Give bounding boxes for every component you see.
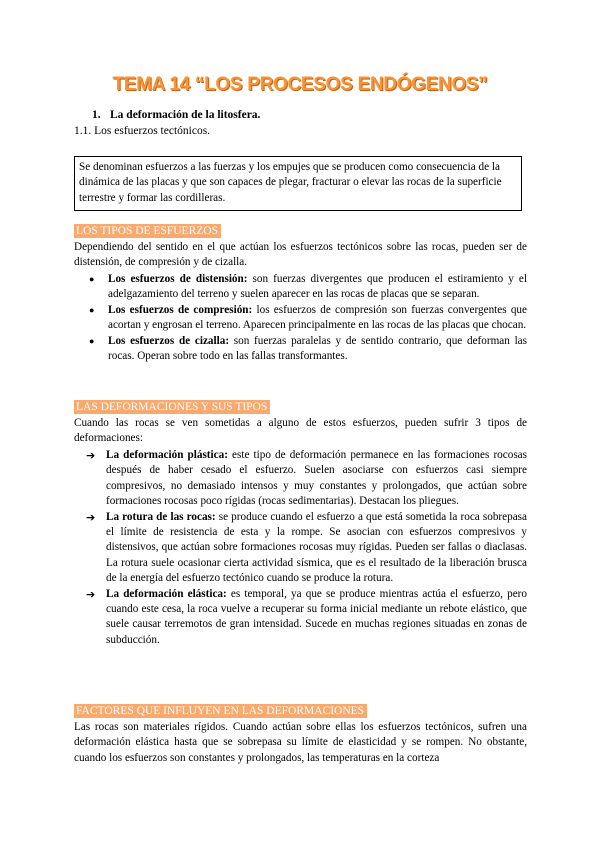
list-item [86, 448, 527, 510]
document-title: TEMA 14 “LOS PROCESOS ENDÓGENOS” [112, 74, 488, 95]
item-term: Los esfuerzos de cizalla: [108, 334, 230, 347]
list-item [86, 510, 527, 587]
bullet-icon: ● [89, 304, 95, 315]
bullet-icon: ● [89, 274, 95, 284]
definition-box: Se denominan esfuerzos a las fuerzas y los empujes que se producen como consecuencia de la dinámica de las placas y que son capaces de plegar, fracturar o elevar las rocas de la superficie terrestre y formar las cordilleras. [74, 156, 522, 211]
item-term: Los esfuerzos de distensión: [108, 273, 248, 285]
item-text: se produce cuando el esfuerzo a que está sometida la roca sobrepasa el límite de resistencia de esta y la rompe. Se asocian con esfuerzos compresivos y distensivos, que actúan sobre formaciones rocosas muy rígidas. Pueden ser fallas o diaclasas. La rotura suele ocasionar cierta actividad sísmica, que es el resultado de la liberación brusca de la energía del esfuerzo tectónico cuando se produce la rotura. [106, 510, 527, 585]
section-heading-deformation-factors: FACTORES QUE INFLUYEN EN LAS DEFORMACIONES [74, 704, 367, 718]
heading-deformation [92, 108, 260, 123]
item-text: son fuerzas paralelas y de sentido contrario, que deforman las rocas. Operan sobre todo en las fallas transformantes. [108, 334, 527, 363]
item-term: La deformación elástica: [106, 587, 227, 600]
section-heading-deformation-types: LAS DEFORMACIONES Y SUS TIPOS [74, 400, 270, 414]
item-text: es temporal, ya que se produce mientras actúa el esfuerzo, pero cuando este cesa, la roca vuelve a recuperar su forma inicial mediante un rebote elástico, que suele causar terremotos de gran intensidad. Sucede en muchas regiones situadas en zonas de subducción. [106, 587, 527, 646]
heading-number: 1. [92, 109, 101, 121]
item-text: son fuerzas divergentes que producen el estiramiento y el adelgazamiento del terreno y suelen aparecer en las rocas de placas que se separan. [108, 273, 527, 301]
section-intro-deformation-factors: Las rocas son materiales rígidos. Cuando actúan sobre ellas los esfuerzos tectónicos, sufren una deformación elástica hasta que se sobrepasa su límite de elasticidad y se rompen. No obstante, cuando los esfuerzos son constantes y prolongados, las temperaturas en la corteza [74, 721, 527, 764]
subheading-tectonic-stresses: 1.1. Los esfuerzos tectónicos. [74, 125, 211, 137]
section-intro-stress-types: Dependiendo del sentido en el que actúan los esfuerzos tectónicos sobre las rocas, pueden ser de distensión, de compresión y de cizalla. [74, 241, 527, 269]
arrow-right-icon: ➔ [86, 510, 96, 524]
section-heading-stress-types: LOS TIPOS DE ESFUERZOS [74, 224, 221, 238]
deformation-types-list [86, 448, 527, 648]
stress-types-list [88, 272, 527, 364]
bullet-icon: ● [89, 335, 95, 346]
heading-text: La deformación de la litosfera. [110, 109, 261, 121]
item-term: Los esfuerzos de compresión: [108, 303, 253, 316]
item-text: los esfuerzos de compresión son fuerzas convergentes que acortan y engrosan el terreno. Aparecen principalmente en las rocas de las placas que chocan. [108, 303, 527, 332]
item-text: este tipo de deformación permanece en las formaciones rocosas después de haber cesado el esfuerzo. Suelen asociarse con esfuerzos casi siempre compresivos, no demasiado intensos y muy constantes y prolongados, que actúan sobre formaciones rocosas poco rígidas (rocas sedimentarias). Destacan los pliegues. [106, 449, 527, 508]
list-item [88, 303, 527, 334]
item-term: La rotura de las rocas: [106, 510, 216, 523]
item-term: La deformación plástica: [106, 449, 228, 461]
arrow-right-icon: ➔ [86, 449, 96, 462]
list-item [88, 272, 527, 303]
list-item [86, 587, 527, 649]
list-item [88, 334, 527, 365]
arrow-right-icon: ➔ [86, 587, 96, 601]
section-intro-deformation-types: Cuando las rocas se ven sometidas a alguno de estos esfuerzos, pueden sufrir 3 tipos de deformaciones: [74, 417, 527, 445]
